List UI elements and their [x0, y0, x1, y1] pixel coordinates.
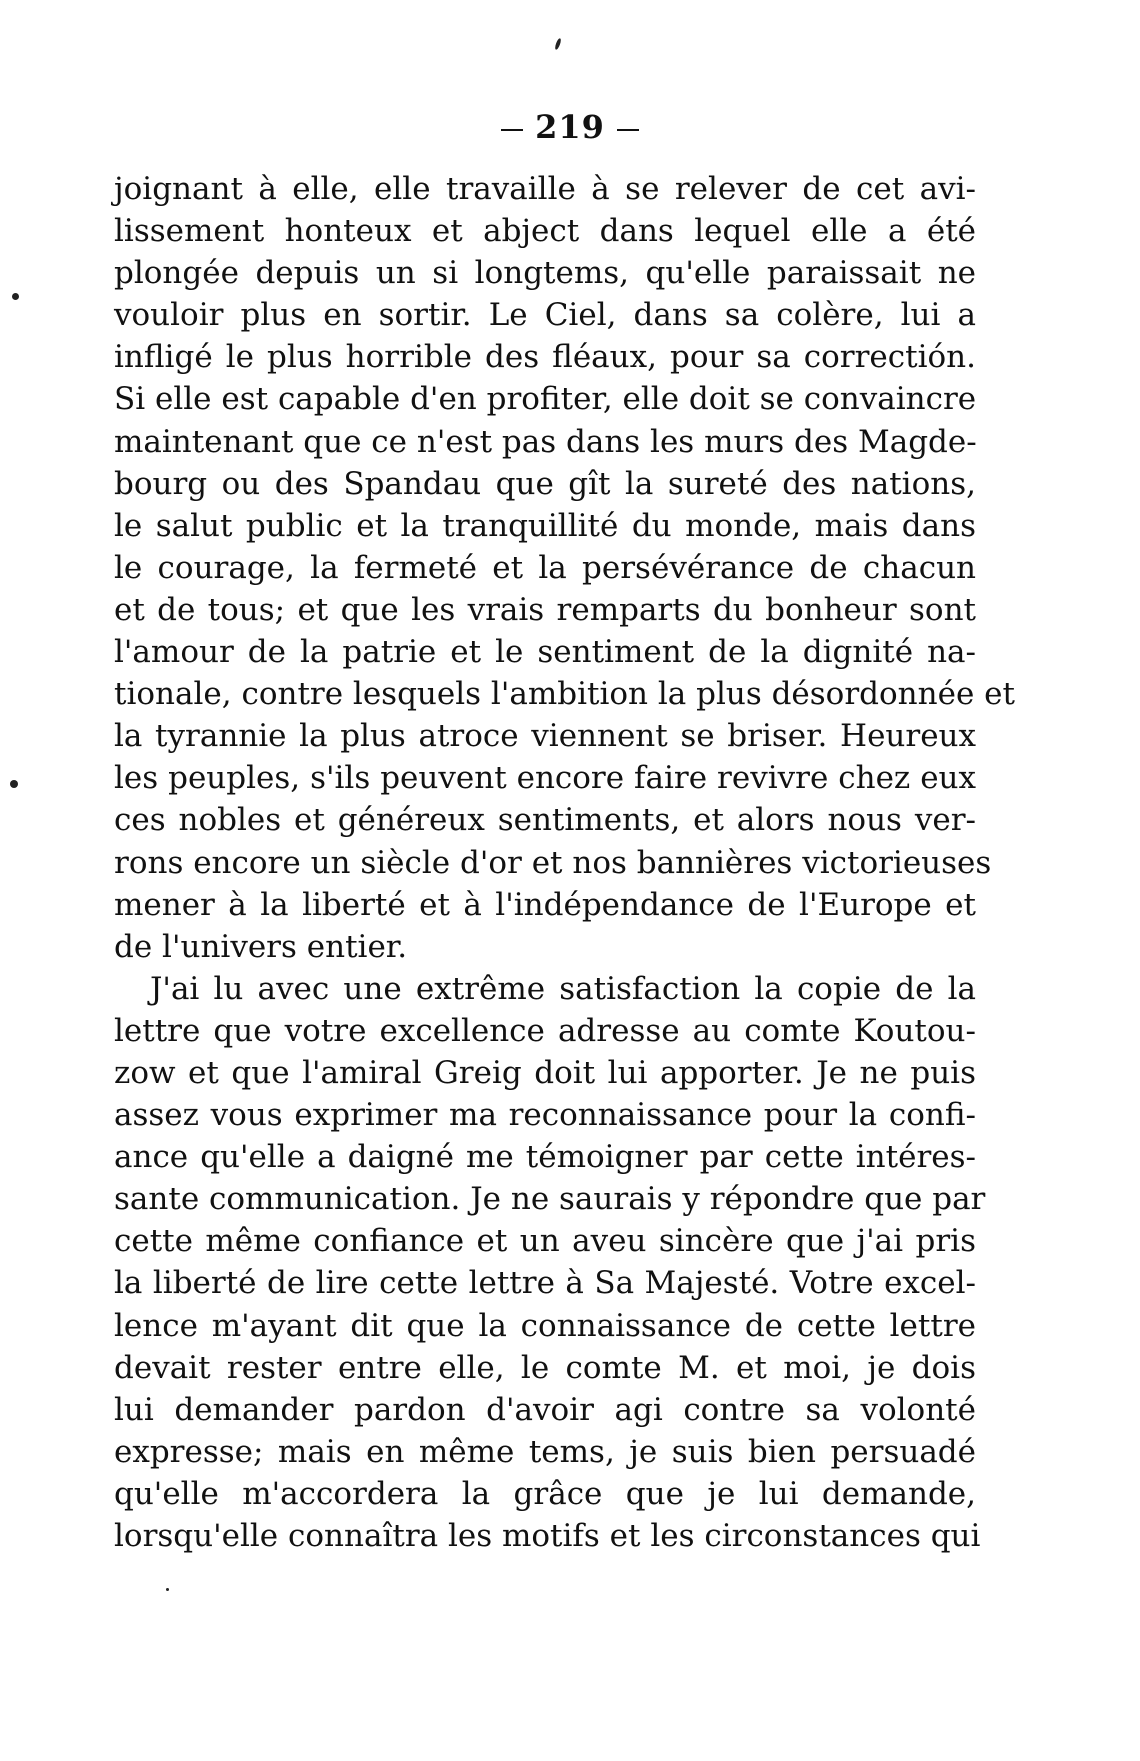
- text-line: J'ai lu avec une extrême satisfaction la copie de la: [150, 970, 976, 1007]
- text-line: bourg ou des Spandau que gît la sureté des nations,: [114, 465, 976, 502]
- text-line: assez vous exprimer ma reconnaissance pour la confi-: [114, 1097, 976, 1134]
- text-line: la liberté de lire cette lettre à Sa Majesté. Votre excel-: [114, 1265, 976, 1302]
- text-line: Si elle est capable d'en profiter, elle doit se convaincre: [114, 381, 977, 418]
- text-line: tionale, contre lesquels l'ambition la plus désordonnée et: [114, 676, 1015, 713]
- scan-speck: [10, 780, 18, 788]
- text-line: l'amour de la patrie et le sentiment de la dignité na-: [114, 634, 976, 671]
- text-line: lissement honteux et abject dans lequel elle a été: [114, 213, 976, 250]
- text-line: rons encore un siècle d'or et nos bannières victorieuses: [114, 844, 992, 881]
- page-number-value: 219: [535, 108, 605, 146]
- scan-speck: [166, 1588, 169, 1591]
- scan-speck: [554, 38, 562, 51]
- text-line: expresse; mais en même tems, je suis bien persuadé: [114, 1433, 976, 1470]
- text-line: maintenant que ce n'est pas dans les murs des Magde-: [114, 423, 977, 460]
- text-line: plongée depuis un si longtems, qu'elle paraissait ne: [114, 255, 976, 292]
- text-line: infligé le plus horrible des fléaux, pour sa correctión.: [114, 339, 976, 376]
- text-line: le salut public et la tranquillité du monde, mais dans: [114, 507, 976, 544]
- text-line: le courage, la fermeté et la persévérance de chacun: [114, 549, 976, 586]
- text-line: lui demander pardon d'avoir agi contre sa volonté: [114, 1391, 976, 1428]
- text-line: lettre que votre excellence adresse au comte Koutou-: [114, 1012, 976, 1049]
- text-line: les peuples, s'ils peuvent encore faire revivre chez eux: [114, 760, 976, 797]
- text-line: et de tous; et que les vrais remparts du bonheur sont: [114, 591, 976, 628]
- text-line: joignant à elle, elle travaille à se relever de cet avi-: [114, 171, 976, 207]
- text-line: cette même confiance et un aveu sincère que j'ai pris: [114, 1223, 976, 1260]
- body-text: [114, 168, 1015, 1557]
- text-line: la tyrannie la plus atroce viennent se briser. Heureux: [114, 718, 976, 755]
- text-line: de l'univers entier.: [114, 928, 408, 965]
- text-line: vouloir plus en sortir. Le Ciel, dans sa colère, lui a: [114, 297, 976, 334]
- page-number-dash: [501, 129, 523, 131]
- text-line: devait rester entre elle, le comte M. et moi, je dois: [114, 1349, 976, 1386]
- scan-speck: [12, 293, 19, 300]
- text-line: sante communication. Je ne saurais y répondre que par: [114, 1181, 986, 1218]
- paragraph: [114, 168, 1015, 968]
- text-line: lence m'ayant dit que la connaissance de cette lettre: [114, 1307, 976, 1344]
- text-line: ance qu'elle a daigné me témoigner par cette intéres-: [114, 1139, 976, 1176]
- text-line: ces nobles et généreux sentiments, et alors nous ver-: [114, 802, 976, 839]
- text-line: zow et que l'amiral Greig doit lui apporter. Je ne puis: [114, 1054, 976, 1091]
- page-number: [0, 108, 1140, 146]
- text-line: qu'elle m'accordera la grâce que je lui demande,: [114, 1475, 976, 1512]
- page-number-dash: [617, 129, 639, 131]
- text-line: lorsqu'elle connaîtra les motifs et les circonstances qui: [114, 1518, 981, 1554]
- paragraph: [114, 968, 986, 1557]
- text-line: mener à la liberté et à l'indépendance de l'Europe et: [114, 886, 976, 923]
